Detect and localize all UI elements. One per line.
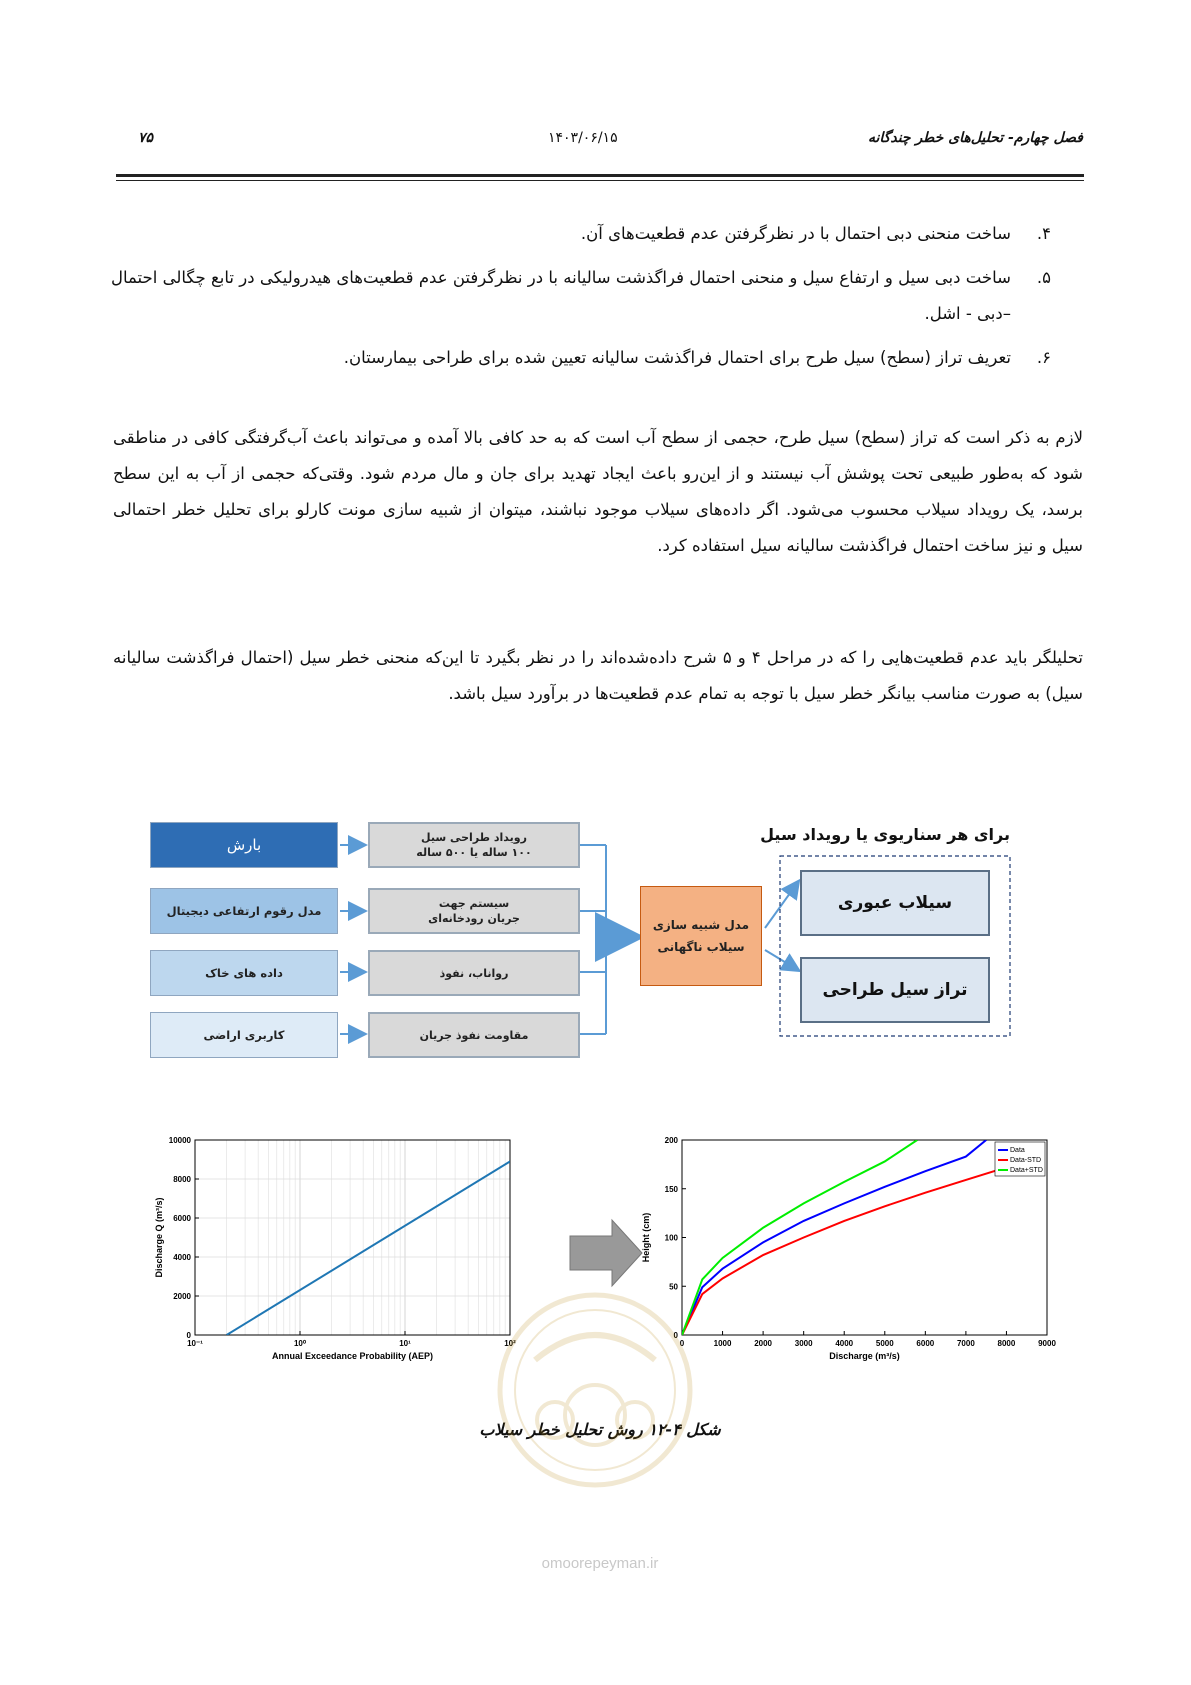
y-tick-label: 0 — [673, 1331, 678, 1340]
x-axis-label: Discharge (m³/s) — [829, 1351, 900, 1361]
passing-flood-box: سیلاب عبوری — [800, 870, 990, 936]
list-number: ۵. — [1036, 268, 1051, 287]
y-tick-label: 8000 — [173, 1175, 191, 1184]
figure-caption: شکل ۴-۱۲ روش تحلیل خطر سیلاب — [479, 1420, 721, 1439]
y-tick-label: 100 — [664, 1233, 678, 1243]
body-paragraph: تحلیلگر باید عدم قطعیت‌هایی را که در مراحل ۴ و ۵ شرح داده‌شده‌اند را در نظر بگیرد تا این‌که منحنی خطر سیل (احتمال فراگذشت سالیانه سیل) به صورت مناسب بیانگر خطر سیل با توجه به تمام عدم قطعیت‌ها در برآورد سیل باشد. — [113, 648, 1083, 703]
y-axis-label: Discharge Q (m³/s) — [154, 1197, 164, 1278]
list-item — [111, 340, 1051, 376]
x-tick-label: 3000 — [794, 1339, 813, 1348]
y-tick-label: 4000 — [173, 1253, 191, 1262]
list-item — [111, 216, 1051, 252]
x-tick-label: 10¹ — [399, 1339, 411, 1348]
watermark-seal — [495, 1290, 695, 1490]
chapter-title: فصل چهارم- تحلیل‌های خطر چندگانه — [868, 130, 1083, 146]
series-line — [227, 1161, 510, 1335]
header-rule-thick — [116, 174, 1084, 177]
x-tick-label: 10⁰ — [293, 1339, 307, 1348]
y-tick-label: 150 — [664, 1184, 678, 1194]
x-axis-label: Annual Exceedance Probability (AEP) — [271, 1351, 434, 1361]
y-tick-label: 6000 — [173, 1214, 191, 1223]
x-tick-label: 0 — [679, 1339, 685, 1348]
x-tick-label: 1000 — [713, 1339, 732, 1348]
series-line — [682, 1155, 1031, 1335]
x-tick-label: 8000 — [997, 1339, 1016, 1348]
y-axis-label: Height (cm) — [641, 1212, 651, 1263]
page-number: ۷۵ — [138, 130, 154, 146]
header-rule-thin — [116, 180, 1084, 181]
arrow-to-output — [765, 882, 798, 928]
y-tick-label: 200 — [664, 1136, 678, 1145]
x-tick-label: 9000 — [1038, 1339, 1056, 1348]
x-tick-label: 7000 — [956, 1339, 975, 1348]
legend-label: Data-STD — [1010, 1157, 1042, 1164]
y-tick-label: 2000 — [173, 1292, 191, 1301]
document-date: ۱۴۰۳/۰۶/۱۵ — [548, 130, 618, 146]
list-item-text: تعریف تراز (سطح) سیل طرح برای احتمال فراگذشت سالیانه تعیین شده برای طراحی بیمارستان. — [343, 348, 1011, 367]
plot-frame — [195, 1140, 510, 1335]
x-tick-label: 2000 — [754, 1339, 773, 1348]
right-arrow-icon — [570, 1218, 650, 1288]
flow-resistance-box: مقاومت نفوذ جریان — [368, 1012, 580, 1058]
body-paragraph: لازم به ذکر است که تراز (سطح) سیل طرح، حجمی از سطح آب است که به حد کافی بالا آمده و می‌تواند باعث آب‌گرفتگی کافی در مناطقی شود که به‌طور طبیعی تحت پوشش آب نیستند و از این‌رو باعث ایجاد تهدید برای جان و مال مردم شود. وقتی‌که حجمی از آب به این سطح برسد، یک رویداد سیلاب محسوب می‌شود. اگر داده‌های سیلاب موجود نباشند، میتوان از شبیه سازی مونت کارلو برای تحلیل خطر احتمالی سیل و نیز ساخت احتمال فراگذشت سالیانه سیل استفاده کرد. — [113, 428, 1083, 555]
flood-flow-diagram — [150, 810, 1050, 1050]
input-precipitation: بارش — [150, 822, 338, 868]
flash-flood-model-box: مدل شبیه سازی سیلاب ناگهانی — [640, 886, 762, 986]
legend-label: Data+STD — [1010, 1167, 1043, 1174]
x-tick-label: 10² — [504, 1339, 516, 1348]
design-flood-event-box: رویداد طراحی سیل ۱۰۰ ساله یا ۵۰۰ ساله — [368, 822, 580, 868]
runoff-infiltration-box: رواناب، نفوذ — [368, 950, 580, 996]
x-tick-label: 10⁻¹ — [187, 1339, 203, 1348]
plot-frame — [682, 1140, 1047, 1335]
list-number: ۶. — [1036, 348, 1051, 367]
river-flow-system-box: سیستم جهت جریان رودخانه‌ای — [368, 888, 580, 934]
y-tick-label: 10000 — [168, 1136, 191, 1145]
scenario-group-title: برای هر سناریوی یا رویداد سیل — [760, 825, 1010, 844]
input-soil-data: داده های خاک — [150, 950, 338, 996]
list-item — [111, 260, 1051, 332]
series-line — [682, 1140, 917, 1335]
series-line — [682, 1140, 986, 1335]
list-item-text: ساخت دبی سیل و ارتفاع سیل و منحنی احتمال فراگذشت سالیانه با در نظرگرفتن عدم قطعیت‌های هیدرولیکی در تابع چگالی احتمال –دبی - اشل. — [111, 268, 1011, 323]
y-tick-label: 50 — [669, 1282, 678, 1292]
legend-label: Data — [1010, 1147, 1025, 1154]
design-flood-level-box: تراز سیل طراحی — [800, 957, 990, 1023]
arrow-to-output — [765, 950, 798, 970]
x-tick-label: 6000 — [916, 1339, 935, 1348]
watermark-url: omoorepeyman.ir — [541, 1555, 659, 1572]
height-discharge-chart — [641, 1125, 1070, 1380]
list-number: ۴. — [1036, 224, 1051, 243]
list-item-text: ساخت منحنی دبی احتمال با در نظرگرفتن عدم قطعیت‌های آن. — [580, 224, 1011, 243]
y-tick-label: 0 — [186, 1331, 191, 1340]
input-dem: مدل رقوم ارتفاعی دیجیتال — [150, 888, 338, 934]
input-land-use: کاربری اراضی — [150, 1012, 338, 1058]
x-tick-label: 5000 — [875, 1339, 894, 1348]
x-tick-label: 4000 — [835, 1339, 854, 1348]
